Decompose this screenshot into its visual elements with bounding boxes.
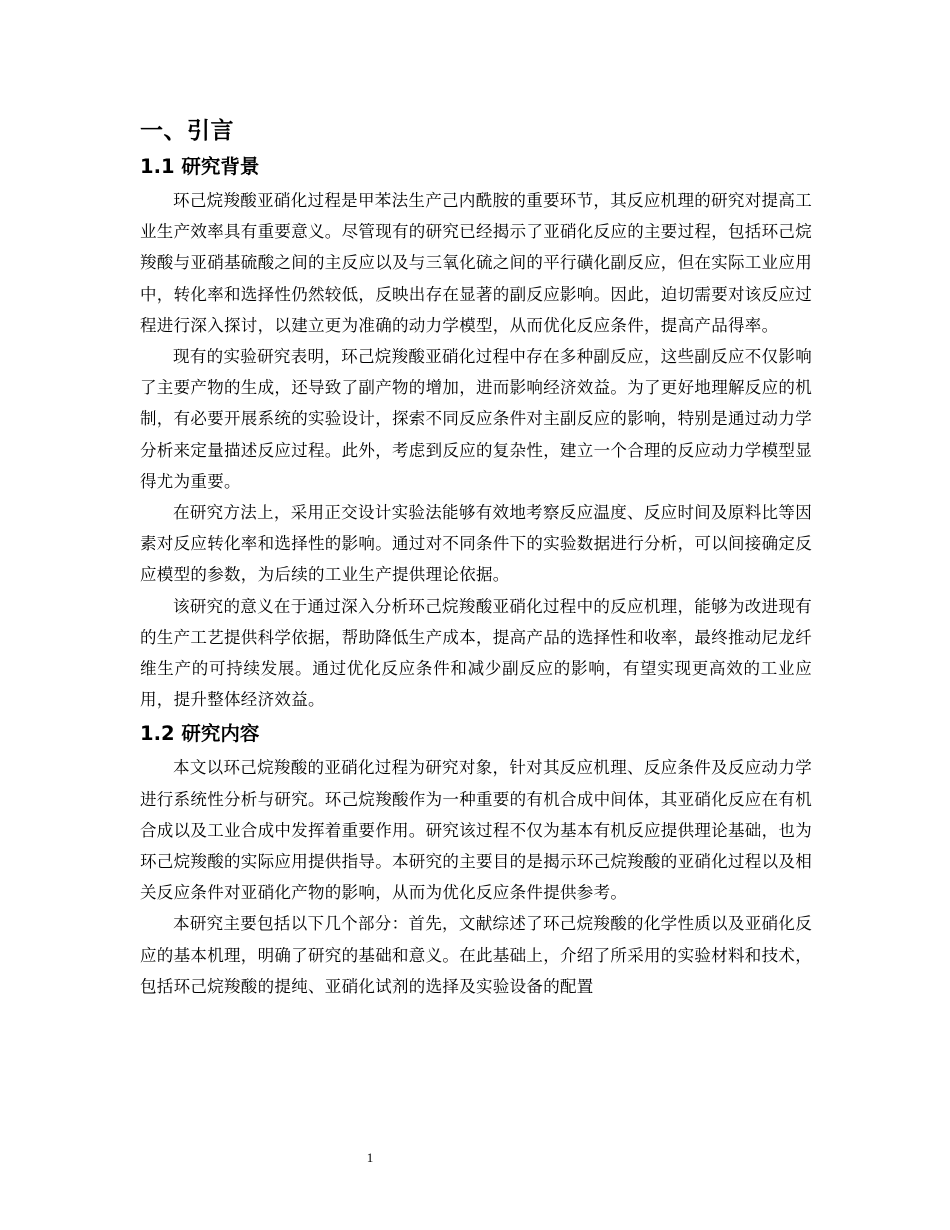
- section-heading: 1.2 研究内容: [140, 722, 260, 746]
- paragraph: 现有的实验研究表明，环己烷羧酸亚硝化过程中存在多种副反应，这些副反应不仅影响了主要产物的生成，还导致了副产物的增加，进而影响经济效益。为了更好地理解反应的机制，有必要开展系统的实验设计，探索不同反应条件对主副反应的影响，特别是通过动力学分析来定量描述反应过程。此外，考虑到反应的复杂性，建立一个合理的反应动力学模型显得尤为重要。: [140, 347, 812, 491]
- paragraph: 本文以环己烷羧酸的亚硝化过程为研究对象，针对其反应机理、反应条件及反应动力学进行系统性分析与研究。环己烷羧酸作为一种重要的有机合成中间体，其亚硝化反应在有机合成以及工业合成中发挥着重要作用。研究该过程不仅为基本有机反应提供理论基础，也为环己烷羧酸的实际应用提供指导。本研究的主要目的是揭示环己烷羧酸的亚硝化过程以及相关反应条件对亚硝化产物的影响，从而为优化反应条件提供参考。: [140, 758, 812, 903]
- page-number: 1: [366, 1150, 374, 1165]
- paragraph: 在研究方法上，采用正交设计实验法能够有效地考察反应温度、反应时间及原料比等因素对反应转化率和选择性的影响。通过对不同条件下的实验数据进行分析，可以间接确定反应模型的参数，为后续的工业生产提供理论依据。: [140, 503, 812, 585]
- paragraph: 该研究的意义在于通过深入分析环己烷羧酸亚硝化过程中的反应机理，能够为改进现有的生产工艺提供科学依据，帮助降低生产成本，提高产品的选择性和收率，最终推动尼龙纤维生产的可持续发展。通过优化反应条件和减少副反应的影响，有望实现更高效的工业应用，提升整体经济效益。: [140, 596, 812, 710]
- section-heading: 1.1 研究背景: [140, 155, 260, 178]
- chapter-title: 一、引言: [140, 118, 234, 144]
- section-research-content: [140, 719, 812, 1002]
- paragraph: 本研究主要包括以下几个部分：首先，文献综述了环己烷羧酸的化学性质以及亚硝化反应的基本机理，明确了研究的基础和意义。在此基础上，介绍了所采用的实验材料和技术，包括环己烷羧酸的提纯、亚硝化试剂的选择及实验设备的配置: [140, 914, 812, 996]
- section-research-background: [140, 152, 812, 715]
- document-page: [140, 110, 812, 1002]
- paragraph: 环己烷羧酸亚硝化过程是甲苯法生产己内酰胺的重要环节，其反应机理的研究对提高工业生产效率具有重要意义。尽管现有的研究已经揭示了亚硝化反应的主要过程，包括环己烷羧酸与亚硝基硫酸之间的主反应以及与三氧化硫之间的平行磺化副反应，但在实际工业应用中，转化率和选择性仍然较低，反映出存在显著的副反应影响。因此，迫切需要对该反应过程进行深入探讨，以建立更为准确的动力学模型，从而优化反应条件，提高产品得率。: [140, 191, 812, 335]
